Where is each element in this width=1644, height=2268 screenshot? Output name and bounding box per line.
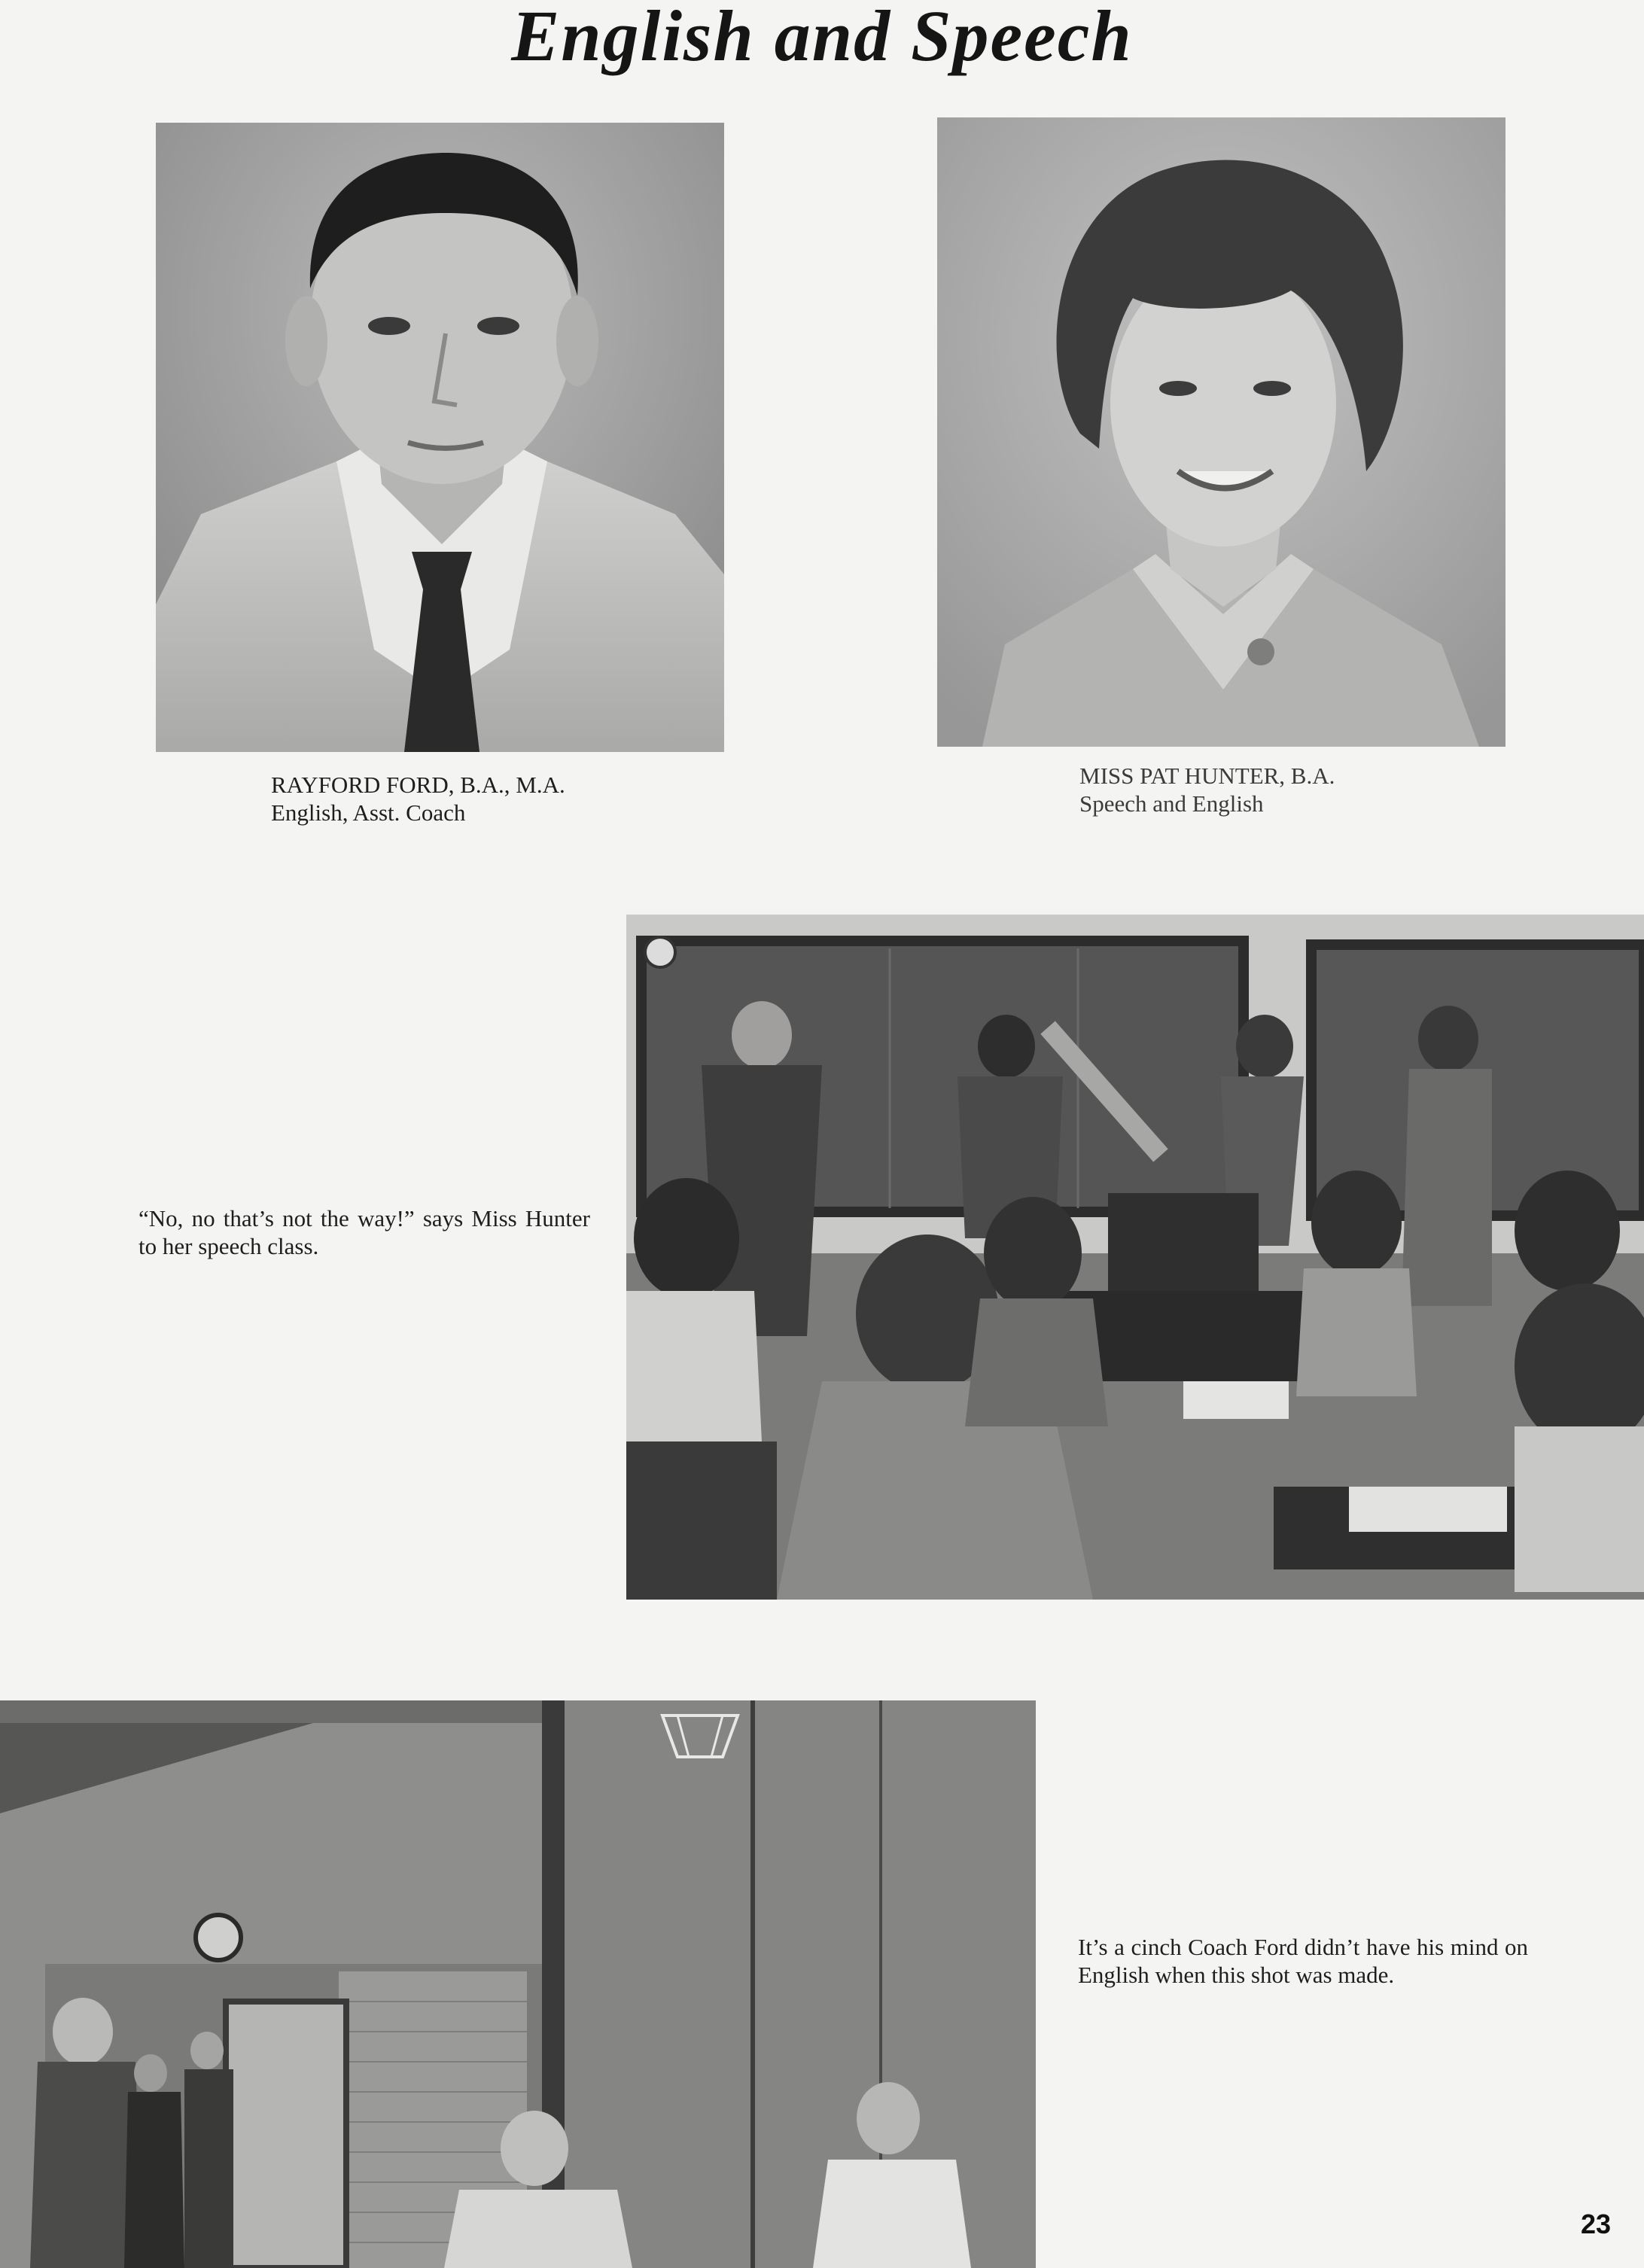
- teacher-role: Speech and English: [1079, 790, 1264, 817]
- teacher-name: MISS PAT HUNTER, B.A.: [1079, 763, 1335, 789]
- gymnasium-photo-caption: [1078, 1933, 1528, 1989]
- page-number: 23: [1581, 2209, 1612, 2239]
- portrait-photo-rayford-ford: [156, 123, 724, 752]
- classroom-photo: [626, 915, 1644, 1600]
- teacher-name: RAYFORD FORD, B.A., M.A.: [271, 772, 565, 798]
- gymnasium-photo: [0, 1700, 1036, 2268]
- portrait-caption-rayford-ford: [271, 771, 565, 827]
- portrait-caption-pat-hunter: [1079, 762, 1335, 817]
- classroom-photo-caption: [139, 1204, 590, 1260]
- teacher-role: English, Asst. Coach: [271, 799, 466, 826]
- portrait-photo-pat-hunter: [937, 117, 1505, 747]
- gym-caption-text: It’s a cinch Coach Ford didn’t have his mind on English when this shot was made.: [1078, 1934, 1528, 1988]
- classroom-caption-text: “No, no that’s not the way!” says Miss Hunter to her speech class.: [139, 1205, 590, 1259]
- page-title: English and Speech: [511, 0, 1133, 76]
